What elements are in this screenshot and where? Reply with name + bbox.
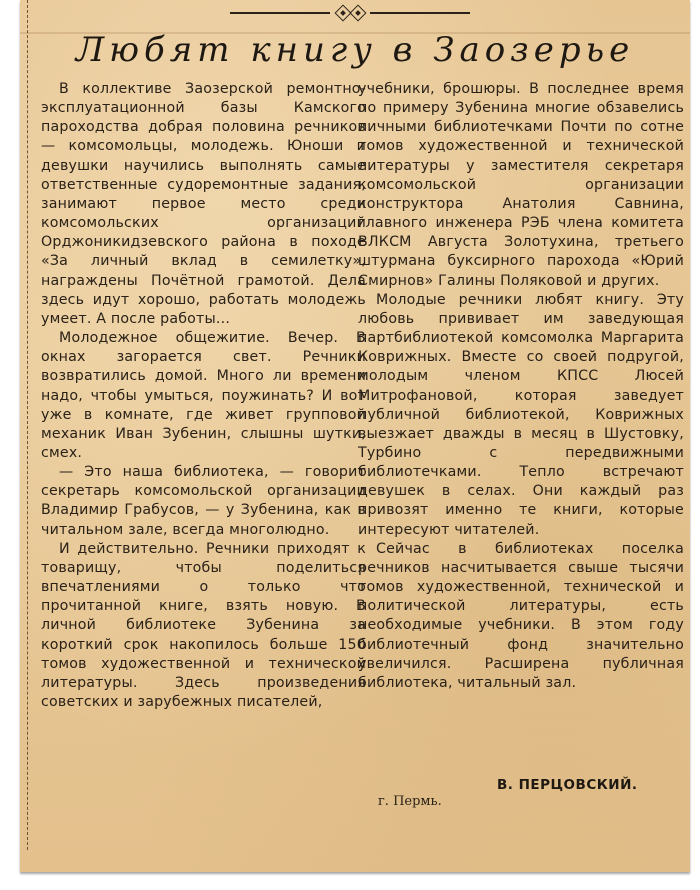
article-title: Любят книгу в Заозерье <box>75 30 635 70</box>
diamond-icon <box>350 5 367 22</box>
author-signature: В. ПЕРЦОВСКИЙ. <box>497 777 638 793</box>
paragraph: В коллективе Заозерской ремонтно-эксплуатационной базы Камского пароходства добрая половина речников — комсомольцы, молодежь. Юноши и девушки научились выполнять самые ответственные судоремонтные задания, занимают первое место среди комсомольских организаций Орджоникидзевского района в походе «За личный вклад в семилетку», награждены Почётной грамотой. Дела здесь идут хорошо, работать молодежь умеет. А после работы... <box>41 81 366 327</box>
paragraph: Сейчас в библиотеках поселка речников насчитывается свыше тысячи томов художественной, технической и политической литературы, есть необходимые учебники. В этом году библиотечный фонд значительно увеличился. Расширена публичная библиотека, читальный зал. <box>358 540 684 691</box>
ornament-line-right <box>370 12 470 14</box>
paragraph: Молодежное общежитие. Вечер. В окнах загорается свет. Речники возвратились домой. Много ли времени надо, чтобы умыться, поужинать? И вот уже в комнате, где живет групповой механик Иван Зубенин, слышны шутки, смех. <box>41 330 366 461</box>
ornament-line-left <box>230 12 330 14</box>
article-column-1 <box>41 80 366 712</box>
column-rule <box>27 0 28 850</box>
paragraph: И действительно. Речники приходят к товарищу, чтобы поделиться впечатлениями о только что прочитанной книге, взять новую. В личной библиотеке Зубенина за короткий срок накопилось больше 150 томов художественной и технической литературы. Здесь произведения советских и зарубежных писателей, <box>41 540 366 710</box>
paragraph: учебники, брошюры. В последнее время по примеру Зубенина многие обзавелись личными библиотечками Почти по сотне томов художественной и технической литературы у заместителя секретаря комсомольской организации конструктора Анатолия Савнина, главного инженера РЭБ члена комитета ВЛКСМ Августа Золотухина, третьего штурмана буксирного парохода «Юрий Смирнов» Галины Поляковой и других. <box>358 81 684 289</box>
article-column-2 <box>358 80 684 693</box>
paragraph: Молодые речники любят книгу. Эту любовь прививает им заведующая партбиблиотекой комсомолка Маргарита Коврижных. Вместе со своей подругой, молодым членом КПСС Люсей Митрофановой, которая заведует публичной библиотекой, Коврижных выезжает дважды в месяц в Шустовку, Турбино с передвижными библиотечками. Тепло встречают девушек в селах. Они каждый раз привозят именно те книги, которые интересуют читателей. <box>358 291 684 538</box>
ornament-icon <box>230 6 470 20</box>
dateline-place: г. Пермь. <box>378 794 442 809</box>
paragraph: — Это наша библиотека, — говорит секретарь комсомольской организации Владимир Грабусов, — у Зубенина, как в читальном зале, всегда многолюдно. <box>41 464 366 538</box>
newspaper-clipping <box>20 0 690 872</box>
